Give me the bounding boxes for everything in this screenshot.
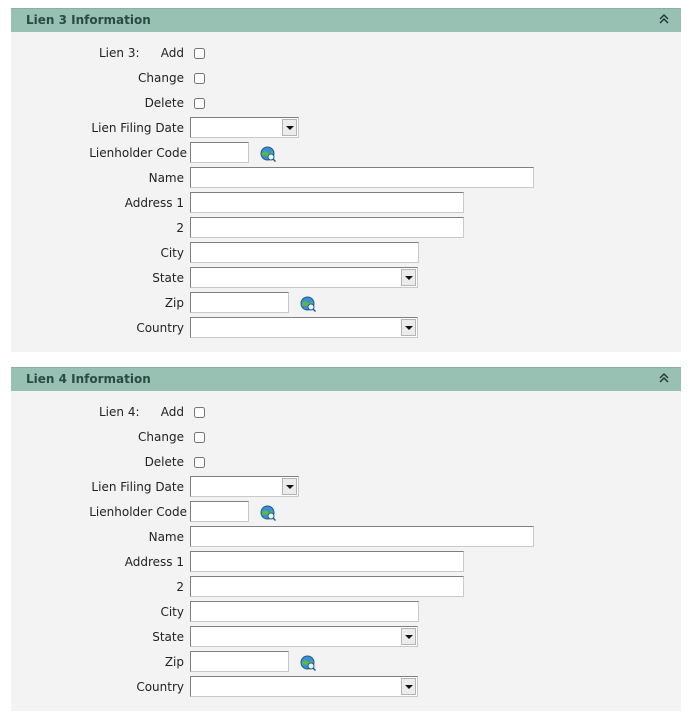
change-label: Change xyxy=(138,430,184,444)
lien-4-title: Lien 4 Information xyxy=(26,372,151,386)
chevron-down-icon xyxy=(405,326,413,330)
dropdown-button[interactable] xyxy=(282,478,297,495)
globe-search-icon[interactable] xyxy=(260,146,276,162)
change-checkbox[interactable] xyxy=(194,73,205,84)
collapse-icon[interactable] xyxy=(659,12,669,26)
address-1-input[interactable] xyxy=(190,192,464,213)
address-1-label: Address 1 xyxy=(124,196,184,210)
lienholder-code-input[interactable] xyxy=(190,142,249,163)
lienholder-code-input[interactable] xyxy=(190,501,249,522)
chevron-down-icon xyxy=(405,276,413,280)
add-checkbox[interactable] xyxy=(194,48,205,59)
city-label: City xyxy=(160,246,184,260)
chevron-down-icon xyxy=(405,635,413,639)
lien-3-panel xyxy=(11,8,681,352)
lien-3-header[interactable] xyxy=(11,8,681,32)
name-input[interactable] xyxy=(190,167,534,188)
dropdown-button[interactable] xyxy=(401,628,416,645)
lien-4-label: Lien 4: xyxy=(99,405,140,419)
name-label: Name xyxy=(148,171,184,185)
country-select[interactable] xyxy=(190,676,418,697)
add-checkbox[interactable] xyxy=(194,407,205,418)
zip-input[interactable] xyxy=(190,292,289,313)
collapse-icon[interactable] xyxy=(659,371,669,385)
state-label: State xyxy=(152,630,184,644)
country-label: Country xyxy=(136,680,184,694)
city-input[interactable] xyxy=(190,601,419,622)
globe-search-icon[interactable] xyxy=(300,296,316,312)
zip-label: Zip xyxy=(164,296,184,310)
delete-label: Delete xyxy=(144,455,184,469)
change-label: Change xyxy=(138,71,184,85)
change-checkbox[interactable] xyxy=(194,432,205,443)
lien-filing-date-select[interactable] xyxy=(190,476,299,497)
dropdown-button[interactable] xyxy=(282,119,297,136)
delete-checkbox[interactable] xyxy=(194,98,205,109)
zip-input[interactable] xyxy=(190,651,289,672)
dropdown-button[interactable] xyxy=(401,319,416,336)
country-label: Country xyxy=(136,321,184,335)
lien-3-label: Lien 3: xyxy=(99,46,140,60)
city-input[interactable] xyxy=(190,242,419,263)
state-select[interactable] xyxy=(190,626,418,647)
country-select[interactable] xyxy=(190,317,418,338)
chevron-down-icon xyxy=(405,685,413,689)
lien-4-panel xyxy=(11,367,681,711)
chevron-down-icon xyxy=(286,485,294,489)
lien-filing-date-select[interactable] xyxy=(190,117,299,138)
lienholder-code-label: Lienholder Code xyxy=(89,505,187,519)
add-label: Add xyxy=(160,46,184,60)
address-2-label: 2 xyxy=(176,580,184,594)
address-2-label: 2 xyxy=(176,221,184,235)
lien-3-title: Lien 3 Information xyxy=(26,13,151,27)
address-1-input[interactable] xyxy=(190,551,464,572)
chevron-down-icon xyxy=(286,126,294,130)
state-select[interactable] xyxy=(190,267,418,288)
dropdown-button[interactable] xyxy=(401,269,416,286)
add-label: Add xyxy=(160,405,184,419)
address-2-input[interactable] xyxy=(190,576,464,597)
address-2-input[interactable] xyxy=(190,217,464,238)
name-label: Name xyxy=(148,530,184,544)
delete-label: Delete xyxy=(144,96,184,110)
zip-label: Zip xyxy=(164,655,184,669)
lien-filing-date-label: Lien Filing Date xyxy=(91,480,184,494)
city-label: City xyxy=(160,605,184,619)
globe-search-icon[interactable] xyxy=(260,505,276,521)
address-1-label: Address 1 xyxy=(124,555,184,569)
delete-checkbox[interactable] xyxy=(194,457,205,468)
dropdown-button[interactable] xyxy=(401,678,416,695)
name-input[interactable] xyxy=(190,526,534,547)
lienholder-code-label: Lienholder Code xyxy=(89,146,187,160)
state-label: State xyxy=(152,271,184,285)
lien-filing-date-label: Lien Filing Date xyxy=(91,121,184,135)
globe-search-icon[interactable] xyxy=(300,655,316,671)
lien-4-header[interactable] xyxy=(11,367,681,391)
